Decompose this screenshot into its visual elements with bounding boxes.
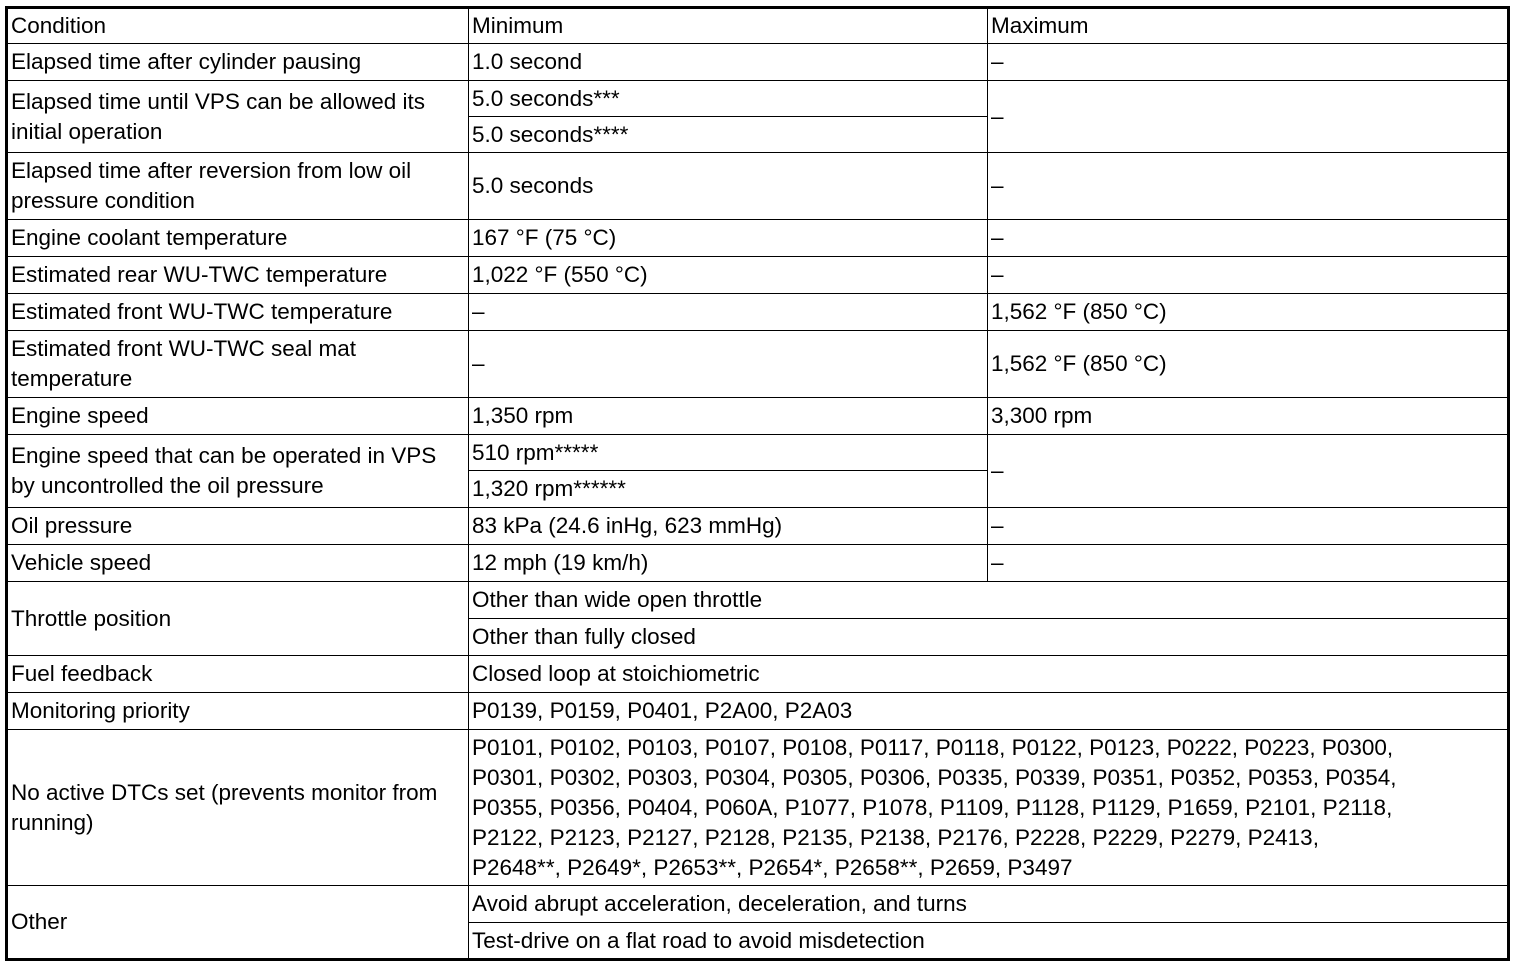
condition-cell: Estimated front WU-TWC seal mat temperature <box>7 331 469 398</box>
maximum-cell: – <box>988 153 1509 220</box>
table-row <box>7 81 1509 117</box>
dtc-line: P2648**, P2649*, P2653**, P2654*, P2658**, P2659, P3497 <box>472 854 1073 880</box>
table-row <box>7 331 1509 398</box>
condition-cell: Oil pressure <box>7 508 469 545</box>
dtc-line: P0101, P0102, P0103, P0107, P0108, P0117, P0118, P0122, P0123, P0222, P0223, P0300, <box>472 734 1394 760</box>
condition-cell: Estimated front WU-TWC temperature <box>7 294 469 331</box>
table-row <box>7 693 1509 730</box>
conditions-table <box>5 6 1510 961</box>
minimum-cell: 1.0 second <box>469 44 988 81</box>
dtc-line: P0301, P0302, P0303, P0304, P0305, P0306, P0335, P0339, P0351, P0352, P0353, P0354, <box>472 764 1397 790</box>
condition-cell: Engine speed <box>7 398 469 435</box>
minimum-cell: 1,350 rpm <box>469 398 988 435</box>
maximum-cell: – <box>988 81 1509 153</box>
table-row <box>7 886 1509 923</box>
table-row <box>7 508 1509 545</box>
value-cell: Closed loop at stoichiometric <box>469 656 1509 693</box>
dtc-line: P2122, P2123, P2127, P2128, P2135, P2138, P2176, P2228, P2229, P2279, P2413, <box>472 824 1319 850</box>
maximum-cell: – <box>988 508 1509 545</box>
minimum-cell: 12 mph (19 km/h) <box>469 545 988 582</box>
condition-cell: Elapsed time after reversion from low oil pressure condition <box>7 153 469 220</box>
header-row <box>7 8 1509 44</box>
maximum-cell: – <box>988 435 1509 508</box>
minimum-cell: – <box>469 331 988 398</box>
table-row <box>7 257 1509 294</box>
minimum-cell: 510 rpm***** <box>469 435 988 471</box>
condition-cell: Fuel feedback <box>7 656 469 693</box>
maximum-cell: – <box>988 220 1509 257</box>
minimum-cell: – <box>469 294 988 331</box>
maximum-cell: 3,300 rpm <box>988 398 1509 435</box>
condition-cell: Engine speed that can be operated in VPS by uncontrolled the oil pressure <box>7 435 469 508</box>
value-cell: Other than fully closed <box>469 619 1509 656</box>
condition-cell: Monitoring priority <box>7 693 469 730</box>
dtc-line: P0355, P0356, P0404, P060A, P1077, P1078, P1109, P1128, P1129, P1659, P2101, P2118, <box>472 794 1393 820</box>
minimum-cell: 167 °F (75 °C) <box>469 220 988 257</box>
table-row <box>7 44 1509 81</box>
condition-cell: Other <box>7 886 469 960</box>
maximum-cell: 1,562 °F (850 °C) <box>988 294 1509 331</box>
header-maximum: Maximum <box>988 8 1509 44</box>
value-cell: P0139, P0159, P0401, P2A00, P2A03 <box>469 693 1509 730</box>
value-cell: Other than wide open throttle <box>469 582 1509 619</box>
table-row <box>7 153 1509 220</box>
minimum-cell: 83 kPa (24.6 inHg, 623 mmHg) <box>469 508 988 545</box>
table-row <box>7 656 1509 693</box>
minimum-cell: 1,022 °F (550 °C) <box>469 257 988 294</box>
table-row <box>7 294 1509 331</box>
table-row <box>7 582 1509 619</box>
minimum-cell: 5.0 seconds <box>469 153 988 220</box>
dtc-list-cell <box>469 730 1509 886</box>
condition-cell: Vehicle speed <box>7 545 469 582</box>
table-row <box>7 398 1509 435</box>
maximum-cell: – <box>988 257 1509 294</box>
minimum-cell: 5.0 seconds*** <box>469 81 988 117</box>
condition-cell: Elapsed time after cylinder pausing <box>7 44 469 81</box>
table-row <box>7 545 1509 582</box>
table-row <box>7 435 1509 471</box>
maximum-cell: 1,562 °F (850 °C) <box>988 331 1509 398</box>
minimum-cell: 1,320 rpm****** <box>469 471 988 508</box>
header-minimum: Minimum <box>469 8 988 44</box>
condition-cell: Engine coolant temperature <box>7 220 469 257</box>
condition-cell: Elapsed time until VPS can be allowed its initial operation <box>7 81 469 153</box>
value-cell: Avoid abrupt acceleration, deceleration, and turns <box>469 886 1509 923</box>
condition-cell: No active DTCs set (prevents monitor from running) <box>7 730 469 886</box>
value-cell: Test-drive on a flat road to avoid misdetection <box>469 923 1509 960</box>
condition-cell: Throttle position <box>7 582 469 656</box>
maximum-cell: – <box>988 545 1509 582</box>
table-row <box>7 730 1509 886</box>
table-row <box>7 220 1509 257</box>
header-condition: Condition <box>7 8 469 44</box>
minimum-cell: 5.0 seconds**** <box>469 117 988 153</box>
condition-cell: Estimated rear WU-TWC temperature <box>7 257 469 294</box>
maximum-cell: – <box>988 44 1509 81</box>
